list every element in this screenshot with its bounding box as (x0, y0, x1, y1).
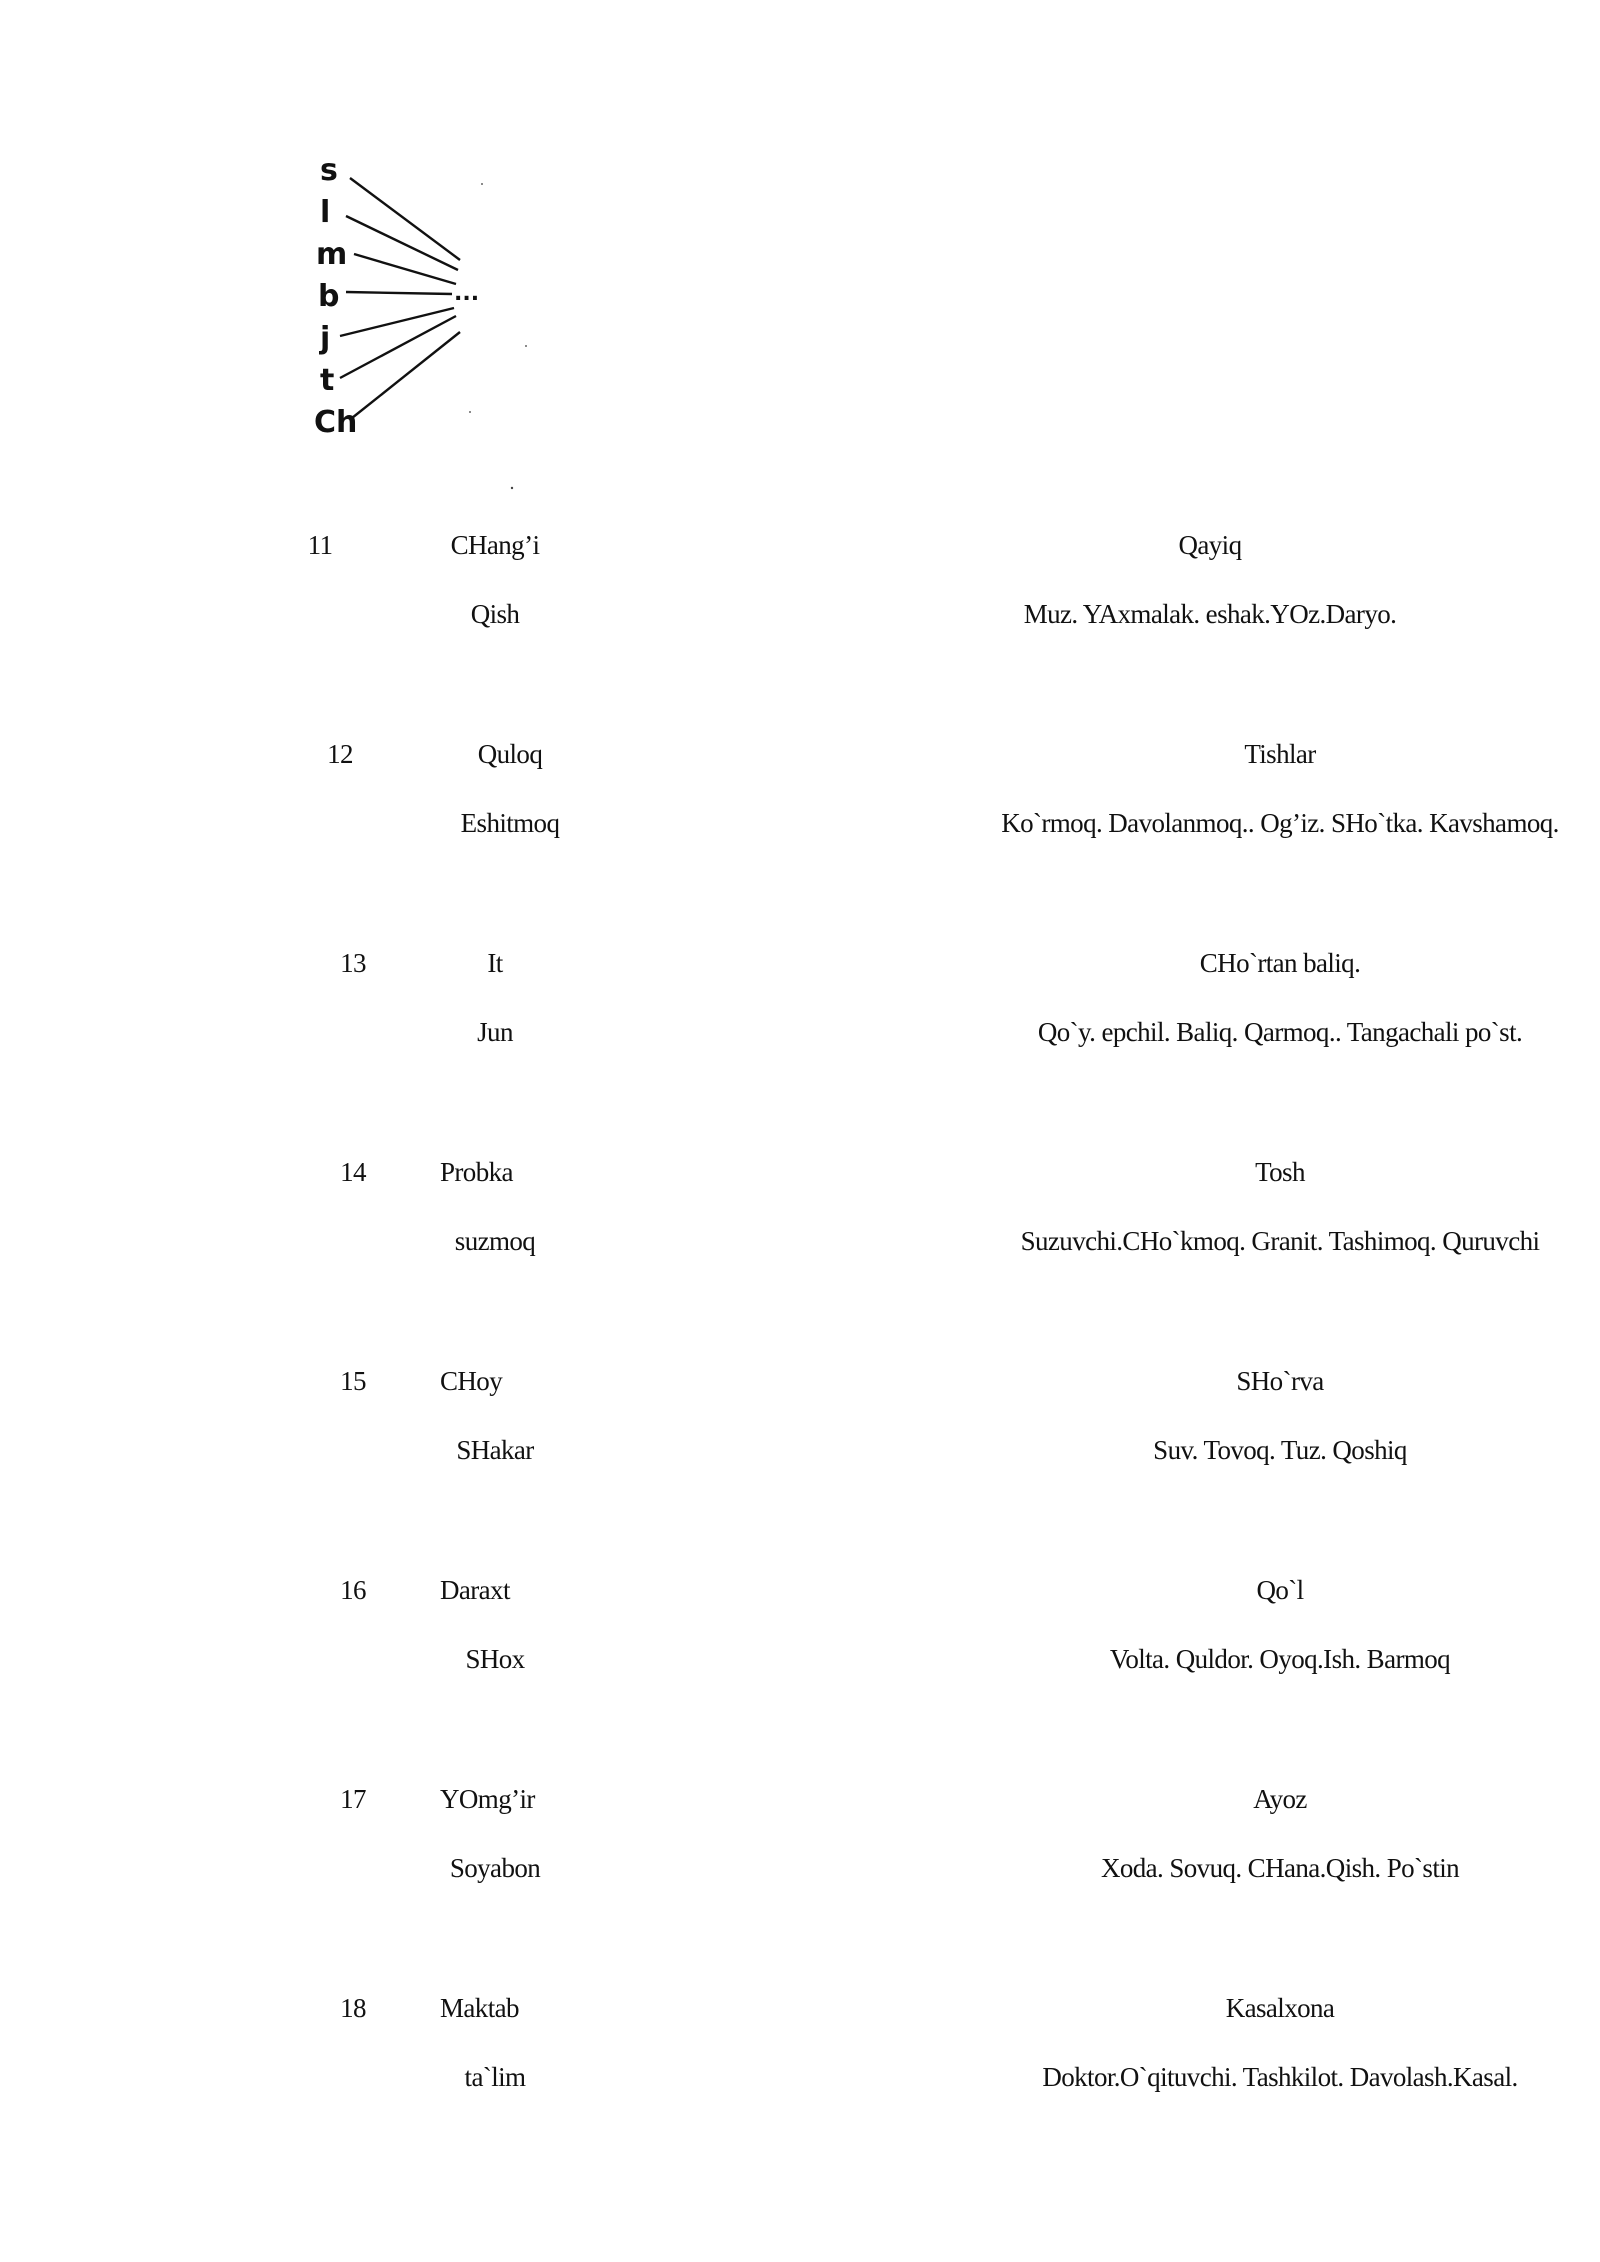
exercise-entry-15 (0, 1364, 1600, 1504)
entry-number: 15 (340, 1366, 366, 1396)
entry-right-options: Doktor.O`qituvchi. Tashkilot. Davolash.Kasal. (1042, 2062, 1518, 2092)
entry-word-1: Probka (440, 1157, 513, 1187)
entry-word-2: Qish (470, 599, 520, 629)
entry-right-title: Kasalxona (1225, 1993, 1335, 2023)
entry-right-options: Qo`y. epchil. Baliq. Qarmoq.. Tangachali po`st. (1037, 1017, 1523, 1047)
entry-word-1: It (487, 948, 503, 978)
entry-right-options: Ko`rmoq. Davolanmoq.. Og’iz. SHo`tka. Kavshamoq. (1001, 808, 1559, 838)
figure-line-ch (352, 332, 460, 418)
letter-lines-figure (290, 150, 530, 490)
entry-word-2: Eshitmoq (460, 808, 560, 838)
scan-speck (511, 487, 513, 489)
entry-right-options: Suv. Tovoq. Tuz. Qoshiq (1153, 1435, 1407, 1465)
figure-line-s (350, 178, 460, 260)
entry-number: 17 (340, 1784, 366, 1814)
entry-word-2: Soyabon (449, 1853, 541, 1883)
entry-word-2: Jun (477, 1017, 513, 1047)
figure-letter-s: s (320, 153, 338, 188)
figure-line-t (340, 316, 456, 378)
entry-word-1: YOmg’ir (440, 1784, 535, 1814)
figure-line-b (346, 292, 452, 294)
scan-speck (481, 183, 483, 185)
exercise-entry-17 (0, 1782, 1600, 1922)
figure-letter-ch: Ch (314, 405, 358, 440)
letter-lines-diagram (290, 150, 530, 490)
entry-right-title: Tishlar (1244, 739, 1316, 769)
entry-right-title: CHo`rtan baliq. (1199, 948, 1361, 978)
entry-right-title: Qo`l (1256, 1575, 1304, 1605)
entry-right-options: Muz. YAxmalak. eshak.YOz.Daryo. (1023, 599, 1397, 629)
entry-word-2: SHox (465, 1644, 525, 1674)
figure-letter-l: l (320, 195, 331, 230)
entry-number: 16 (340, 1575, 366, 1605)
entry-right-options: Suzuvchi.CHo`kmoq. Granit. Tashimoq. Quruvchi (1020, 1226, 1540, 1256)
figure-line-j (340, 308, 454, 336)
figure-line-l (346, 216, 458, 270)
figure-letter-t: t (320, 363, 335, 398)
figure-letter-b: b (318, 279, 340, 314)
exercise-entry-13 (0, 946, 1600, 1086)
entry-number: 14 (340, 1157, 366, 1187)
scan-speck (469, 411, 471, 413)
entry-word-1: CHoy (440, 1366, 503, 1396)
entry-right-title: Tosh (1255, 1157, 1305, 1187)
exercise-entry-11 (0, 528, 1600, 668)
entry-word-2: ta`lim (464, 2062, 526, 2092)
entry-right-options: Xoda. Sovuq. CHana.Qish. Po`stin (1100, 1853, 1460, 1883)
entry-word-1: Daraxt (440, 1575, 510, 1605)
entry-number: 11 (307, 530, 333, 560)
entry-right-options: Volta. Quldor. Oyoq.Ish. Barmoq (1109, 1644, 1451, 1674)
entry-right-title: SHo`rva (1236, 1366, 1324, 1396)
entry-number: 12 (327, 739, 353, 769)
scan-speck (525, 345, 527, 347)
exercise-entry-18 (0, 1991, 1600, 2131)
entry-word-1: Maktab (440, 1993, 519, 2023)
entry-word-2: SHakar (456, 1435, 534, 1465)
figure-lines (340, 178, 460, 418)
entry-right-title: Ayoz (1253, 1784, 1307, 1814)
entry-number: 13 (340, 948, 366, 978)
entry-word-1: Quloq (477, 739, 543, 769)
exercise-entry-16 (0, 1573, 1600, 1713)
entry-word-2: suzmoq (454, 1226, 536, 1256)
entry-right-title: Qayiq (1178, 530, 1242, 560)
exercise-entry-14 (0, 1155, 1600, 1295)
figure-letter-j: j (320, 321, 331, 356)
exercise-entry-12 (0, 737, 1600, 877)
entry-word-1: CHang’i (450, 530, 540, 560)
figure-target-dots: ... (454, 281, 480, 306)
entry-number: 18 (340, 1993, 366, 2023)
figure-letter-m: m (316, 237, 348, 272)
figure-line-m (354, 254, 456, 284)
